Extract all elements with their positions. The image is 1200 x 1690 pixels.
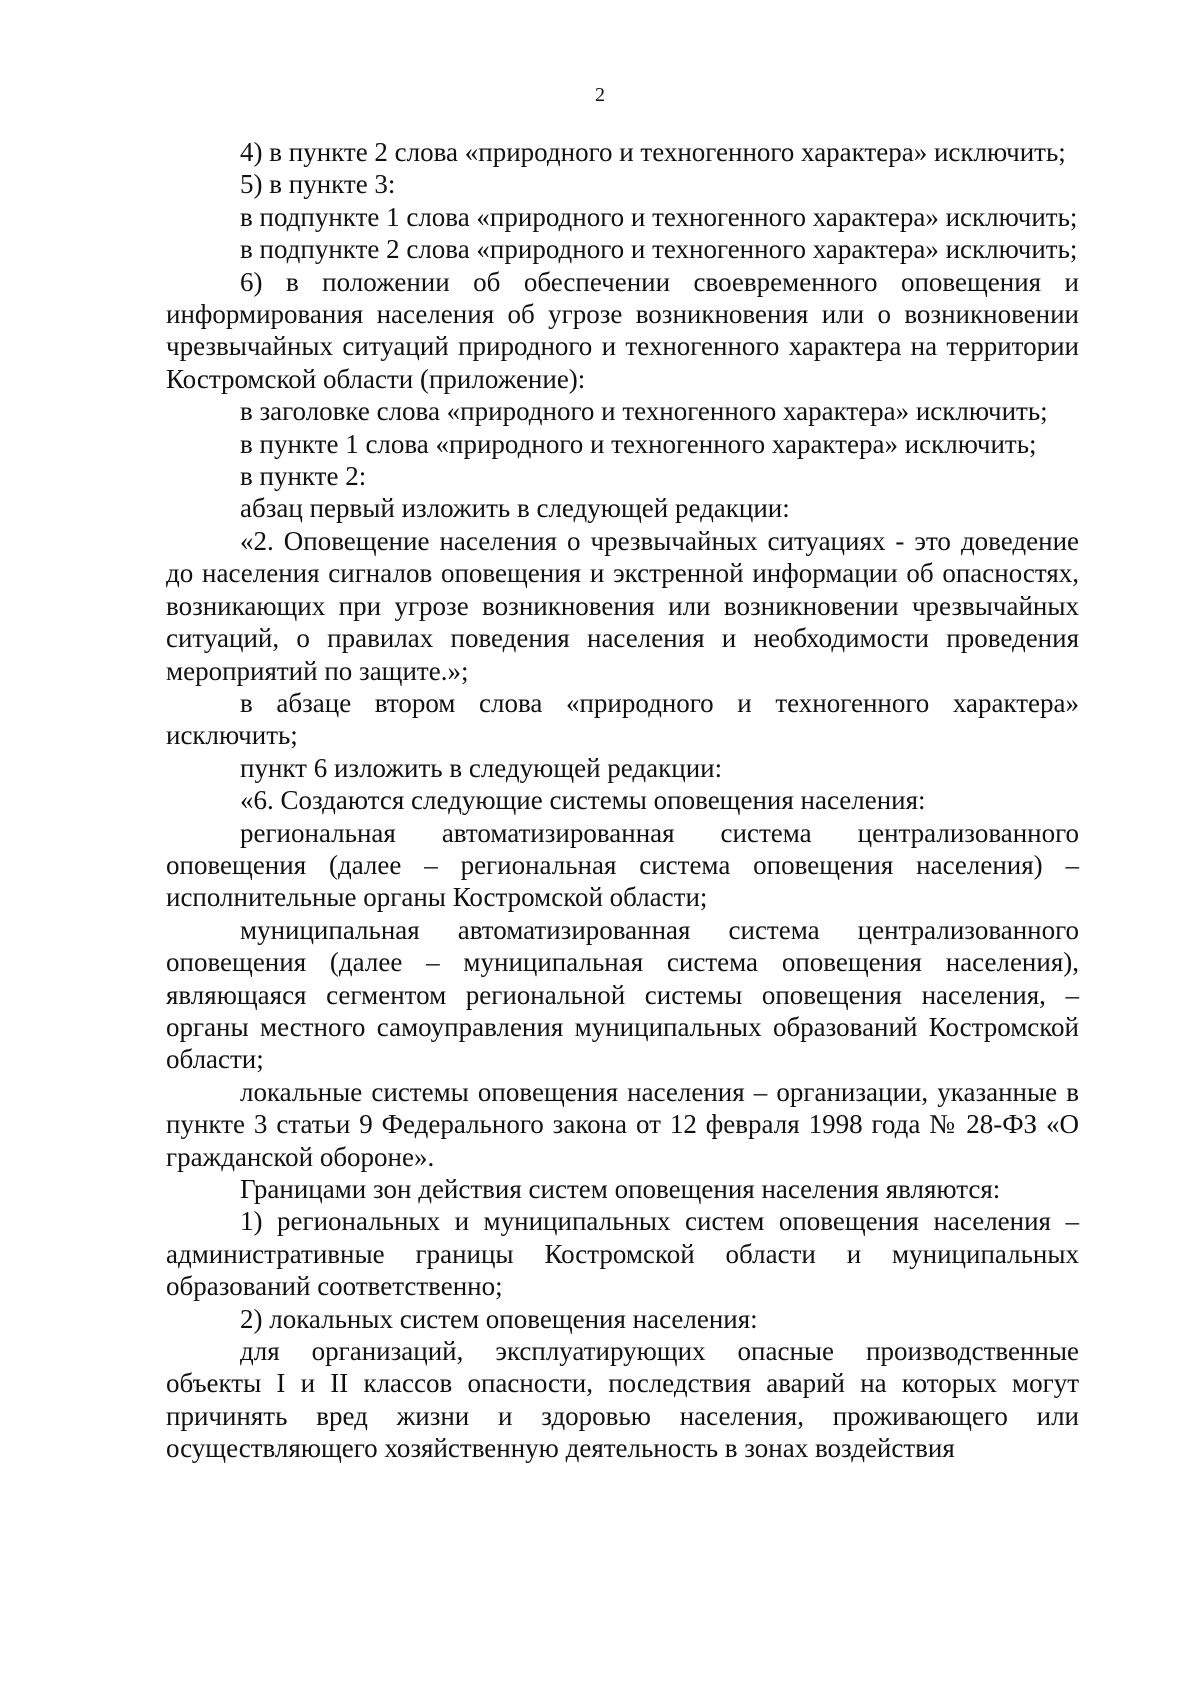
paragraph: локальные системы оповещения населения – организации, указанные в пункте 3 статьи 9 Федерального закона от 12 февраля 1998 года № 28-ФЗ «О гражданской обороне». [166, 1076, 1079, 1172]
paragraph: региональная автоматизированная система централизованного оповещения (далее – региональная система оповещения населения) – исполнительные органы Костромской области; [166, 817, 1079, 913]
paragraph: 6) в положении об обеспечении своевременного оповещения и информирования населения об угрозе возникновения или о возникновении чрезвычайных ситуаций природного и техногенного характера на территории Костромской области (приложение): [166, 266, 1079, 394]
paragraph: в абзаце втором слова «природного и техногенного характера» исключить; [166, 687, 1079, 751]
paragraph: «2. Оповещение населения о чрезвычайных ситуациях - это доведение до населения сигналов оповещения и экстренной информации об опасностях, возникающих при угрозе возникновения или возникновении чрезвычайных ситуаций, о правилах поведения населения и необходимости проведения мероприятий по защите.»; [166, 525, 1079, 686]
paragraph: 5) в пункте 3: [240, 169, 396, 200]
page-number: 2 [595, 84, 605, 106]
paragraph: пункт 6 изложить в следующей редакции: [240, 752, 723, 783]
paragraph: для организаций, эксплуатирующих опасные производственные объекты I и II классов опасности, последствия аварий на которых могут причинять вред жизни и здоровью населения, проживающего или осуществляющего хозяйственную деятельность в зонах воздействия [166, 1336, 1079, 1464]
paragraph: в пункте 1 слова «природного и техногенного характера» исключить; [240, 428, 1037, 459]
paragraph: абзац первый изложить в следующей редакции: [240, 493, 790, 524]
paragraph: 4) в пункте 2 слова «природного и техногенного характера» исключить; [240, 137, 1066, 167]
paragraph: «6. Создаются следующие системы оповещения населения: [240, 785, 926, 816]
paragraph: 1) региональных и муниципальных систем оповещения населения – административные границы Костромской области и муниципальных образований соответственно; [166, 1206, 1079, 1302]
paragraph: в подпункте 2 слова «природного и техногенного характера» исключить; [240, 234, 1078, 265]
paragraph: 2) локальных систем оповещения населения: [240, 1303, 758, 1334]
paragraph: Границами зон действия систем оповещения населения являются: [240, 1174, 1001, 1204]
paragraph: в пункте 2: [240, 461, 367, 492]
paragraph: в подпункте 1 слова «природного и техногенного характера» исключить; [240, 201, 1078, 232]
paragraph: муниципальная автоматизированная система централизованного оповещения (далее – муниципальная система оповещения населения), являющаяся сегментом региональной системы оповещения населения, – органы местного самоуправления муниципальных образований Костромской области; [166, 914, 1079, 1075]
document-body [166, 136, 1079, 1465]
paragraph: в заголовке слова «природного и техногенного характера» исключить; [240, 396, 1048, 427]
